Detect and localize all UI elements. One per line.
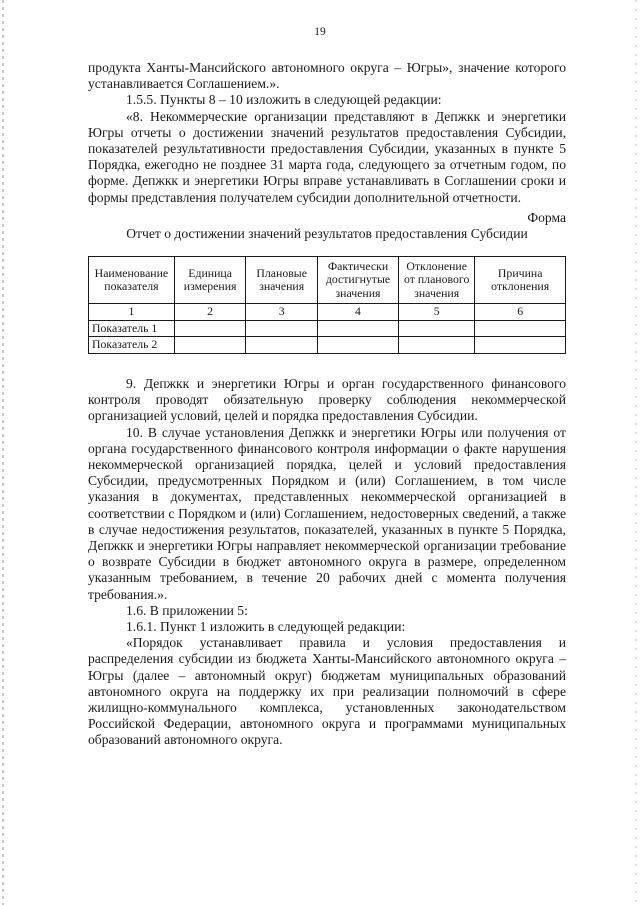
table-cell [317, 337, 398, 354]
form-label: Форма [527, 209, 566, 225]
table-row [89, 337, 566, 354]
report-table [88, 256, 566, 354]
header-indicator-name: Наименование показателя [89, 257, 175, 304]
row-label: Показатель 2 [89, 337, 175, 354]
table-cell [399, 337, 475, 354]
scan-edge-left [2, 0, 4, 905]
paragraph-item-8: «8. Некоммерческие организации представляют в Депжкк и энергетики Югры отчеты о достижении значений результатов предоставления Субсидии, показателей результативности предоставления Субсидии, указанных в пункте 5 Порядка, ежегодно не позднее 31 марта года, следующего за отчетным годом, по форме. Депжкк и энергетики Югры вправе устанавливать в Соглашении сроки и формы представления получателем субсидии дополнительной отчетности. [88, 108, 566, 205]
paragraph-1-5-5: 1.5.5. Пункты 8 – 10 изложить в следующей редакции: [126, 92, 442, 108]
scan-edge-right [635, 0, 637, 905]
table-cell [246, 320, 318, 337]
table-cell [174, 337, 246, 354]
header-deviation-reason: Причина отклонения [475, 257, 566, 304]
header-actual-values: Фактически достигнутые значения [317, 257, 398, 304]
header-unit: Единица измерения [174, 257, 246, 304]
column-number: 1 [89, 304, 175, 321]
paragraph-procedure: «Порядок устанавливает правила и условия предоставления и распределения субсидии из бюджета Ханты-Мансийского автономного округа – Югры (далее – автономный округ) бюджетам муниципальных образований автономного округа на поддержку их при реализации полномочий в сфере жилищно-коммунального комплекса, установленных законодательством Российской Федерации, автономного округа и программами муниципальных образований автономного округа. [88, 635, 566, 748]
paragraph-item-9: 9. Депжкк и энергетики Югры и орган государственного финансового контроля проводят обязательную проверку соблюдения некоммерческой организацией условий, целей и порядка предоставления Субсидии. [88, 376, 566, 424]
table-cell [399, 320, 475, 337]
header-deviation: Отклонение от планового значения [399, 257, 475, 304]
paragraph-continuation: продукта Ханты-Мансийского автономного округа – Югры», значение которого устанавливается Соглашением.». [88, 60, 566, 92]
table-cell [246, 337, 318, 354]
table-header-row [89, 257, 566, 304]
page-number: 19 [314, 26, 326, 38]
table-cell [174, 320, 246, 337]
report-title: Отчет о достижении значений результатов предоставления Субсидии [126, 226, 528, 242]
header-planned-values: Плановые значения [246, 257, 318, 304]
table-cell [475, 320, 566, 337]
table-cell [317, 320, 398, 337]
column-number: 4 [317, 304, 398, 321]
column-number: 5 [399, 304, 475, 321]
document-body [88, 60, 566, 749]
table-cell [475, 337, 566, 354]
paragraph-1-6-1: 1.6.1. Пункт 1 изложить в следующей редакции: [126, 619, 406, 635]
table-row [89, 320, 566, 337]
column-number: 2 [174, 304, 246, 321]
paragraph-item-10: 10. В случае установления Депжкк и энергетики Югры или получения от органа государственного финансового контроля информации о факте нарушения некоммерческой организацией порядка, целей и условий предоставления Субсидии, предусмотренных Порядком и (или) Соглашением, в том числе указания в документах, представленных некоммерческой организацией в соответствии с Порядком и (или) Соглашением, недостоверных сведений, а также в случае недостижения результатов, показателей, указанных в пункте 5 Порядка, Депжкк и энергетики Югры направляет некоммерческой организации требование о возврате Субсидии в бюджет автономного округа в размере, определенном указанным требованием, в течение 20 рабочих дней с момента получения требования.». [88, 424, 566, 602]
column-number: 3 [246, 304, 318, 321]
column-number: 6 [475, 304, 566, 321]
paragraph-1-6: 1.6. В приложении 5: [126, 602, 248, 618]
table-number-row [89, 304, 566, 321]
row-label: Показатель 1 [89, 320, 175, 337]
